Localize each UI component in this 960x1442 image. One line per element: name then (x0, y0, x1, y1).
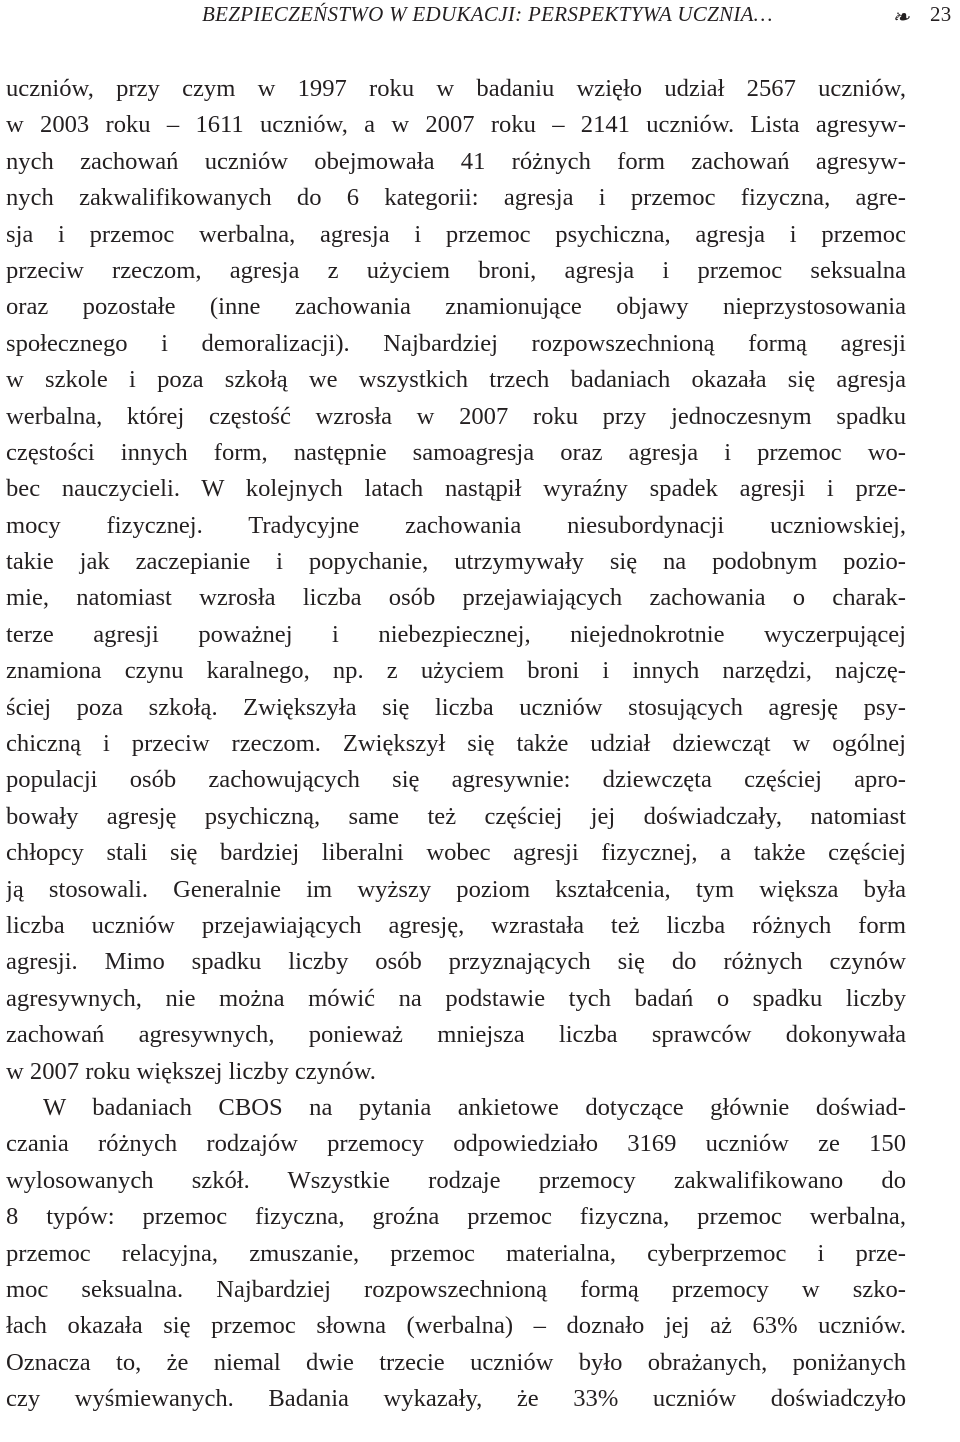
text-line: takie jak zaczepianie i popychanie, utrzymywały się na podobnym pozio- (6, 548, 906, 576)
text-line: W badaniach CBOS na pytania ankietowe dotyczące głównie doświad- (43, 1093, 906, 1121)
text-line: zachowań agresywnych, ponieważ mniejsza liczba sprawców dokonywała (6, 1021, 906, 1049)
text-line: populacji osób zachowujących się agresywnie: dziewczęta częściej apro- (6, 766, 906, 794)
text-line: w 2003 roku – 1611 uczniów, a w 2007 roku – 2141 uczniów. Lista agresyw- (6, 111, 906, 139)
text-line: liczba uczniów przejawiających agresję, wzrastała też liczba różnych form (6, 911, 906, 939)
body-text (6, 71, 906, 1417)
text-line: mie, natomiast wzrosła liczba osób przejawiających zachowania o charak- (6, 584, 906, 612)
page-number: 23 (930, 2, 952, 26)
text-line: chłopcy stali się bardziej liberalni wobec agresji fizycznej, a także częściej (6, 839, 906, 867)
text-line: ściej poza szkołą. Zwiększyła się liczba uczniów stosujących agresję psy- (6, 693, 906, 721)
text-line: czania różnych rodzajów przemocy odpowiedziało 3169 uczniów ze 150 (6, 1130, 906, 1158)
text-line: ją stosowali. Generalnie im wyższy poziom kształcenia, tym większa była (6, 875, 906, 903)
fleuron-ornament-icon: ❧ (892, 5, 910, 29)
running-head (0, 2, 960, 32)
text-line: oraz pozostałe (inne zachowania znamionujące objawy nieprzystosowania (6, 293, 906, 321)
text-line: Oznacza to, że niemal dwie trzecie uczniów było obrażanych, poniżanych (6, 1348, 906, 1376)
text-line: nych zakwalifikowanych do 6 kategorii: agresja i przemoc fizyczna, agre- (6, 184, 906, 212)
text-line: znamiona czynu karalnego, np. z użyciem broni i innych narzędzi, najczę- (6, 657, 906, 685)
text-line: w szkole i poza szkołą we wszystkich trzech badaniach okazała się agresja (6, 366, 906, 394)
text-line: bowały agresję psychiczną, same też częściej jej doświadczały, natomiast (6, 802, 906, 830)
text-line: 8 typów: przemoc fizyczna, groźna przemoc fizyczna, przemoc werbalna, (6, 1203, 906, 1231)
text-line: społecznego i demoralizacji). Najbardziej rozpowszechnioną formą agresji (6, 329, 906, 357)
text-line: częstości innych form, następnie samoagresja oraz agresja i przemoc wo- (6, 438, 906, 466)
text-line: agresji. Mimo spadku liczby osób przyznających się do różnych czynów (6, 948, 906, 976)
text-line: nych zachowań uczniów obejmowała 41 różnych form zachowań agresyw- (6, 147, 906, 175)
text-line: wylosowanych szkół. Wszystkie rodzaje przemocy zakwalifikowano do (6, 1166, 906, 1194)
text-line: łach okazała się przemoc słowna (werbalna) – doznało jej aż 63% uczniów. (6, 1312, 906, 1340)
text-line: chiczną i przeciw rzeczom. Zwiększył się także udział dziewcząt w ogólnej (6, 730, 906, 758)
text-line: sja i przemoc werbalna, agresja i przemoc psychiczna, agresja i przemoc (6, 220, 906, 248)
text-line: w 2007 roku większej liczby czynów. (6, 1057, 376, 1085)
text-line: werbalna, której częstość wzrosła w 2007 roku przy jednoczesnym spadku (6, 402, 906, 430)
text-line: przeciw rzeczom, agresja z użyciem broni, agresja i przemoc seksualna (6, 256, 906, 284)
text-line: mocy fizycznej. Tradycyjne zachowania niesubordynacji uczniowskiej, (6, 511, 906, 539)
text-line: uczniów, przy czym w 1997 roku w badaniu wzięło udział 2567 uczniów, (6, 75, 906, 102)
text-line: agresywnych, nie można mówić na podstawie tych badań o spadku liczby (6, 984, 906, 1012)
text-line: czy wyśmiewanych. Badania wykazały, że 33% uczniów doświadczyło (6, 1385, 906, 1413)
text-line: bec nauczycieli. W kolejnych latach nastąpił wyraźny spadek agresji i prze- (6, 475, 906, 503)
text-line: przemoc relacyjna, zmuszanie, przemoc materialna, cyberprzemoc i prze- (6, 1239, 906, 1267)
running-head-title: BEZPIECZEŃSTWO W EDUKACJI: PERSPEKTYWA UCZNIA… (202, 2, 773, 26)
text-line: moc seksualna. Najbardziej rozpowszechnioną formą przemocy w szko- (6, 1275, 906, 1303)
text-line: terze agresji poważnej i niebezpiecznej, niejednokrotnie wyczerpującej (6, 620, 906, 648)
